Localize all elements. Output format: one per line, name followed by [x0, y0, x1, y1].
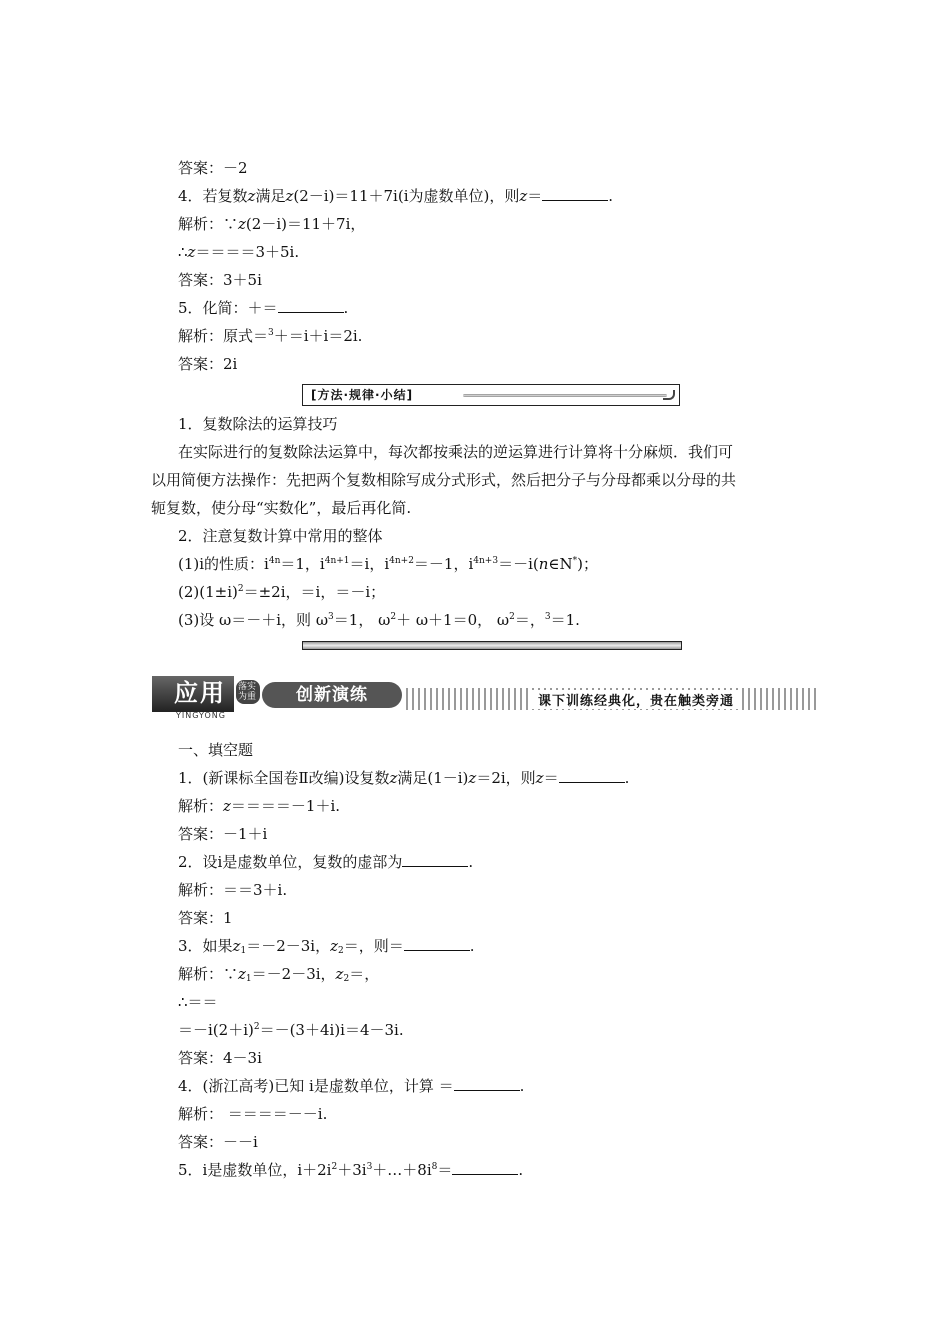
section-banner: [152, 676, 818, 720]
method-paragraph: 轭复数，使分母“实数化”，最后再化简.: [151, 499, 412, 517]
answer-blank: [278, 300, 344, 313]
solution-line: 解析：＝＝3＋i.: [178, 881, 288, 899]
solution-line: 解析：z＝＝＝＝－1＋i.: [178, 797, 341, 815]
method-summary-header: [302, 384, 680, 406]
method-summary-title: [方法·规律·小结]: [311, 388, 414, 402]
method-item-3: (3)设 ω＝－＋i，则 $\omega^3=1$， $\omega^2+ \omega+1=0$， $\omega^2=$，$^3$＝1.: [178, 611, 580, 629]
solution-line: 解析：∵z(2－i)＝11＋7i，: [178, 215, 366, 233]
banner-slogan: 课下训练经典化，贵在触类旁通: [532, 690, 740, 709]
solution-line: 解析： ＝＝＝＝－－i.: [178, 1105, 328, 1123]
answer-blank: [559, 770, 625, 783]
section-heading: 一、填空题: [178, 741, 254, 759]
curl-ornament-icon: [663, 390, 675, 400]
answer-line: 答案：3＋5i: [178, 271, 262, 289]
answer-line: 答案：2i: [178, 355, 238, 373]
banner-title: 应用: [152, 676, 234, 712]
answer-blank: [542, 188, 608, 201]
answer-blank: [454, 1078, 520, 1091]
exercise-1: 1．(新课标全国卷Ⅱ改编)设复数z满足(1－i)z＝2i，则z＝ .: [178, 769, 630, 787]
question-4: 4．若复数z满足z(2－i)＝11＋7i(i为虚数单位)，则z＝ .: [178, 187, 614, 205]
answer-blank: [402, 854, 468, 867]
method-heading-1: 1．复数除法的运算技巧: [178, 415, 338, 433]
method-paragraph: 以用简便方法操作：先把两个复数相除写成分式形式，然后把分子与分母都乘以分母的共: [151, 471, 737, 489]
solution-line: 解析：$\because z_1=-2-3i$，$z_2=$，: [178, 965, 380, 984]
exercise-3: 3．如果$z_1=-2-3i$，$z_2=$，则＝ .: [178, 937, 475, 956]
question-5: 5．化简：＋＝ .: [178, 299, 349, 317]
answer-line: 答案：－－i: [178, 1133, 258, 1151]
answer-line: 答案：－1＋i: [178, 825, 268, 843]
method-heading-2: 2．注意复数计算中常用的整体: [178, 527, 383, 545]
solution-line: $=-i(2+i)^2=-(3+4i)i=4-3i$.: [178, 1021, 404, 1039]
banner-pinyin: YINGYONG: [176, 711, 226, 720]
banner-badge: 落实为重: [236, 680, 260, 704]
solution-line: 解析：原式＝$^3$＋＝i＋i＝2i.: [178, 327, 363, 345]
answer-blank: [452, 1162, 518, 1175]
answer-line: 答案：1: [178, 909, 233, 927]
answer-blank: [404, 938, 470, 951]
answer-line: 答案：4－3i: [178, 1049, 262, 1067]
method-item-2: $(2)(1\pm i)^2=\pm 2i$，＝i，＝－i；: [178, 583, 386, 601]
method-item-1: (1)i的性质：$i^{4n}=1$，$i^{4n+1}=i$，$i^{4n+2}=-1$，$i^{4n+3}=-i(n\in N^*)$；: [178, 555, 598, 573]
method-summary-footer-bar: [302, 641, 682, 650]
method-paragraph: 在实际进行的复数除法运算中，每次都按乘法的逆运算进行计算将十分麻烦．我们可: [178, 443, 734, 461]
exercise-4: 4．(浙江高考)已知 i是虚数单位，计算 ＝ .: [178, 1077, 525, 1095]
exercise-5: 5．i是虚数单位，$i+2i^2+3i^3+\dots+8i^8=$ .: [178, 1161, 524, 1179]
solution-line: ∴＝＝: [178, 993, 218, 1011]
answer-line: 答案：－2: [178, 159, 248, 177]
solution-line: ∴z＝＝＝＝3＋5i.: [178, 243, 300, 261]
header-rule: [463, 394, 667, 397]
banner-subtitle: 创新演练: [262, 682, 402, 708]
exercise-2: 2．设i是虚数单位，复数的虚部为 .: [178, 853, 474, 871]
